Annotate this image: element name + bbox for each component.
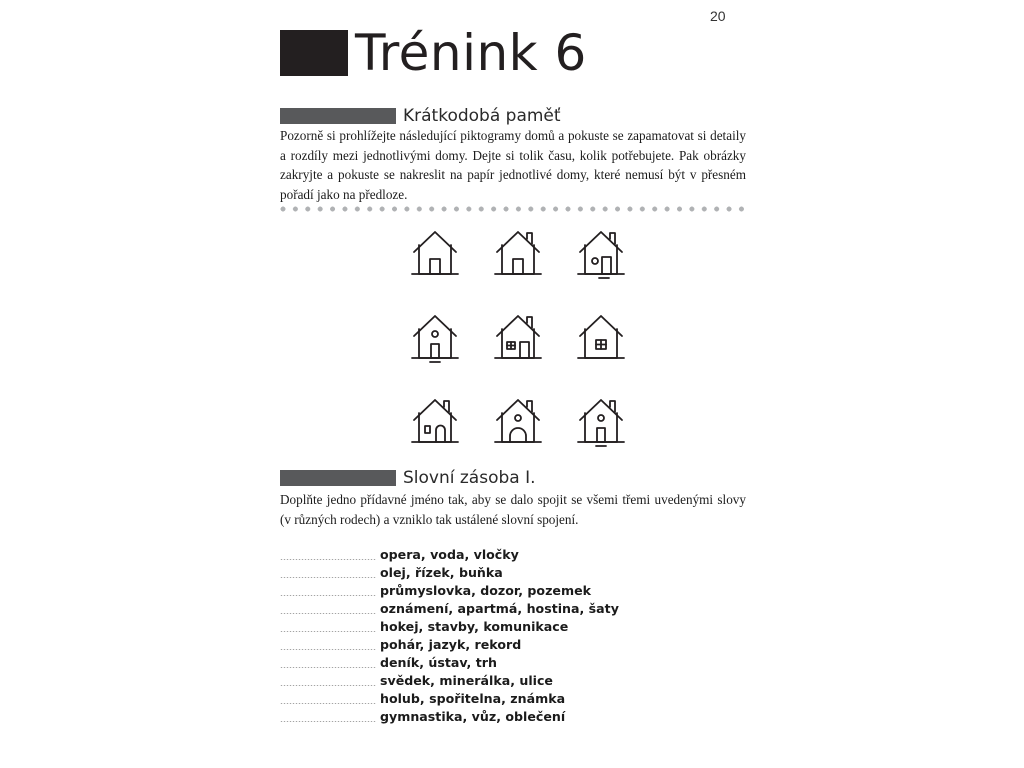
- house-icon-5: [493, 312, 543, 364]
- house-icon-4: [410, 312, 460, 364]
- list-item: [280, 617, 750, 635]
- answer-blank[interactable]: [280, 649, 376, 650]
- list-item: [280, 707, 750, 725]
- dotted-divider: [280, 206, 748, 212]
- section-heading-vocabulary: Slovní zásoba I.: [403, 468, 536, 488]
- house-icon-9: [576, 396, 626, 448]
- list-item: [280, 563, 750, 581]
- house-icon-2: [493, 228, 543, 280]
- answer-blank[interactable]: [280, 595, 376, 596]
- answer-blank[interactable]: [280, 721, 376, 722]
- word-group: holub, spořitelna, známka: [380, 691, 566, 706]
- list-item: [280, 689, 750, 707]
- list-item: [280, 581, 750, 599]
- title-block-decoration: [280, 30, 348, 76]
- answer-blank[interactable]: [280, 559, 376, 560]
- list-item: [280, 635, 750, 653]
- word-group: pohár, jazyk, rekord: [380, 637, 522, 652]
- answer-blank[interactable]: [280, 667, 376, 668]
- list-item: [280, 671, 750, 689]
- word-group: průmyslovka, dozor, pozemek: [380, 583, 591, 598]
- answer-blank[interactable]: [280, 613, 376, 614]
- answer-blank[interactable]: [280, 577, 376, 578]
- section-bar-vocabulary: [280, 470, 396, 486]
- word-group: olej, řízek, buňka: [380, 565, 503, 580]
- section-bar-memory: [280, 108, 396, 124]
- answer-blank[interactable]: [280, 685, 376, 686]
- house-icon-1: [410, 228, 460, 280]
- list-item: [280, 599, 750, 617]
- page-title: Trénink 6: [355, 24, 587, 82]
- section-heading-memory: Krátkodobá paměť: [403, 106, 561, 126]
- page-number: 20: [710, 8, 726, 24]
- word-group: hokej, stavby, komunikace: [380, 619, 569, 634]
- house-icon-6: [576, 312, 626, 364]
- answer-blank[interactable]: [280, 631, 376, 632]
- word-group: opera, voda, vločky: [380, 547, 519, 562]
- instructions-vocabulary: Doplňte jedno přídavné jméno tak, aby se dalo spojit se všemi třemi uvedenými slovy (v různých rodech) a vzniklo tak ustálené slovní spojení.: [280, 492, 746, 527]
- word-group: oznámení, apartmá, hostina, šaty: [380, 601, 619, 616]
- answer-blank[interactable]: [280, 703, 376, 704]
- house-icon-3: [576, 228, 626, 280]
- list-item: [280, 653, 750, 671]
- word-group: svědek, minerálka, ulice: [380, 673, 553, 688]
- list-item: [280, 545, 750, 563]
- house-icon-8: [493, 396, 543, 448]
- house-icon-7: [410, 396, 460, 448]
- vocabulary-list: [280, 545, 750, 725]
- word-group: gymnastika, vůz, oblečení: [380, 709, 566, 724]
- instructions-memory: Pozorně si prohlížejte následující piktogramy domů a pokuste se zapamatovat si detaily a rozdíly mezi jednotlivými domy. Dejte si tolik času, kolik potřebujete. Pak obrázky zakryjte a pokuste se nakreslit na papír jednotlivé domy, které nemusí být v přesném pořadí jako na předloze.: [280, 128, 746, 202]
- word-group: deník, ústav, trh: [380, 655, 497, 670]
